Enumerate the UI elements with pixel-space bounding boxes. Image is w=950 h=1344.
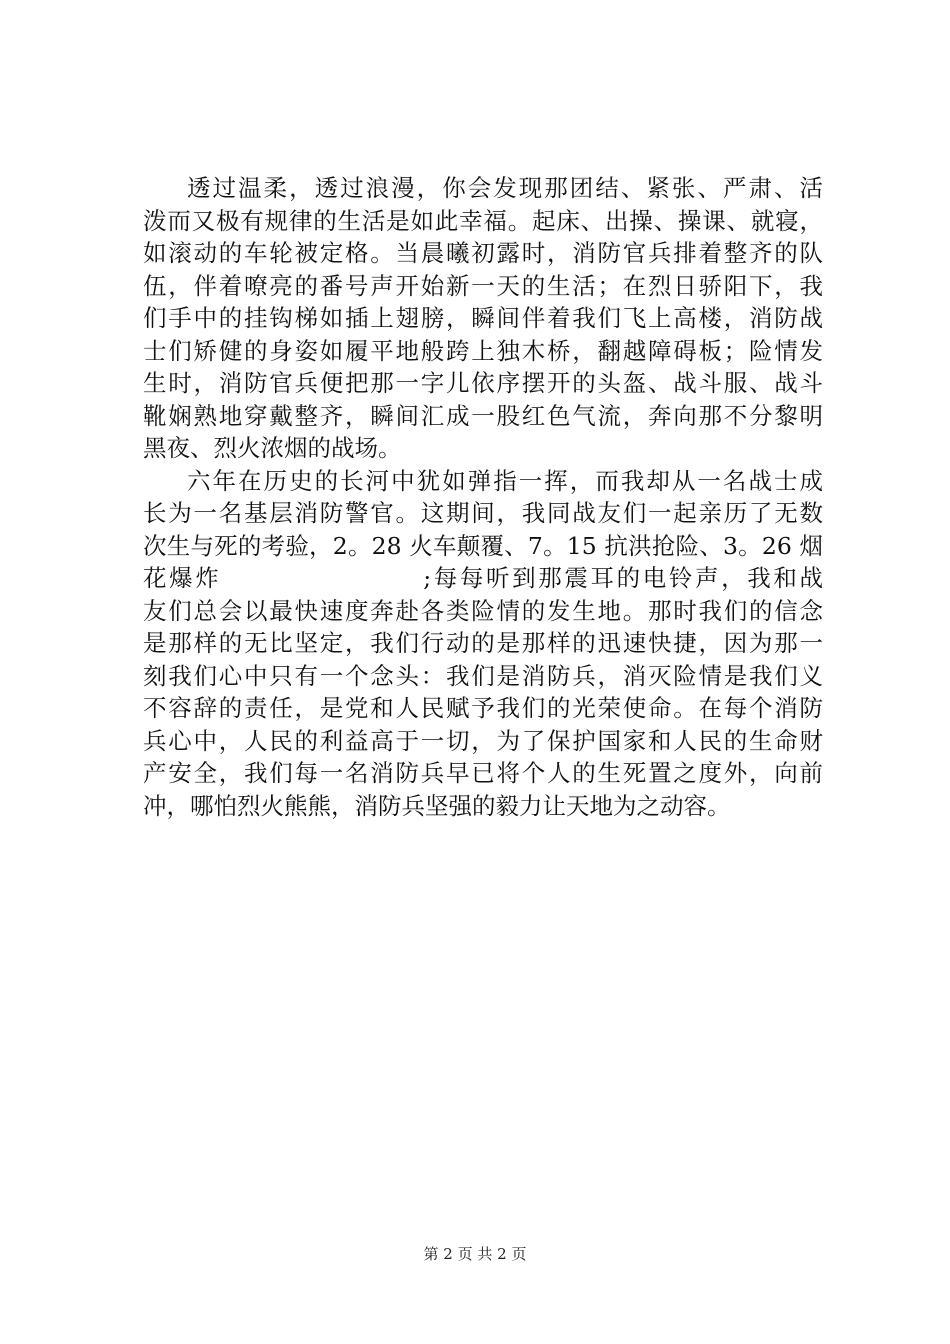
text-line: 次生与死的考验，2。28 火车颠覆、7。15 抗洪抢险、3。26 烟 <box>143 531 823 560</box>
page-footer: 第 2 页 共 2 页 <box>423 1245 527 1263</box>
document-body <box>143 172 823 822</box>
text-line: 刻我们心中只有一个念头：我们是消防兵，消灭险情是我们义 <box>143 661 823 690</box>
paragraph-1 <box>143 172 823 465</box>
text-line: 产安全，我们每一名消防兵早已将个人的生死置之度外，向前 <box>143 759 823 787</box>
text-line: 六年在历史的长河中犹如弹指一挥，而我却从一名战士成 <box>187 466 823 495</box>
text-line: 友们总会以最快速度奔赴各类险情的发生地。那时我们的信念 <box>143 596 823 625</box>
text-line: 长为一名基层消防警官。这期间，我同战友们一起亲历了无数 <box>143 499 823 527</box>
text-line: 泼而又极有规律的生活是如此幸福。起床、出操、操课、就寝， <box>143 206 823 235</box>
text-line: 透过温柔，透过浪漫，你会发现那团结、紧张、严肃、活 <box>187 174 823 202</box>
text-line: 伍，伴着嘹亮的番号声开始新一天的生活；在烈日骄阳下，我 <box>143 271 823 300</box>
text-line: 不容辞的责任，是党和人民赋予我们的光荣使命。在每个消防 <box>143 694 823 722</box>
paragraph-2 <box>143 465 823 823</box>
text-line: 们手中的挂钩梯如插上翅膀，瞬间伴着我们飞上高楼，消防战 <box>143 304 823 332</box>
text-line: 花爆炸 ;每每听到那震耳的电铃声，我和战 <box>143 564 823 592</box>
text-line: 黑夜、烈火浓烟的战场。 <box>143 434 402 462</box>
text-line: 如滚动的车轮被定格。当晨曦初露时，消防官兵排着整齐的队 <box>143 239 823 267</box>
text-line: 靴娴熟地穿戴整齐，瞬间汇成一股红色气流，奔向那不分黎明 <box>143 401 823 430</box>
text-line: 是那样的无比坚定，我们行动的是那样的迅速快捷，因为那一 <box>143 629 823 657</box>
text-line: 冲，哪怕烈火熊熊，消防兵坚强的毅力让天地为之动容。 <box>143 791 731 820</box>
text-line: 士们矫健的身姿如履平地般跨上独木桥，翻越障碍板；险情发 <box>143 336 823 365</box>
text-line: 兵心中，人民的利益高于一切，为了保护国家和人民的生命财 <box>143 726 823 755</box>
text-line: 生时，消防官兵便把那一字儿依序摆开的头盔、战斗服、战斗 <box>143 369 823 397</box>
